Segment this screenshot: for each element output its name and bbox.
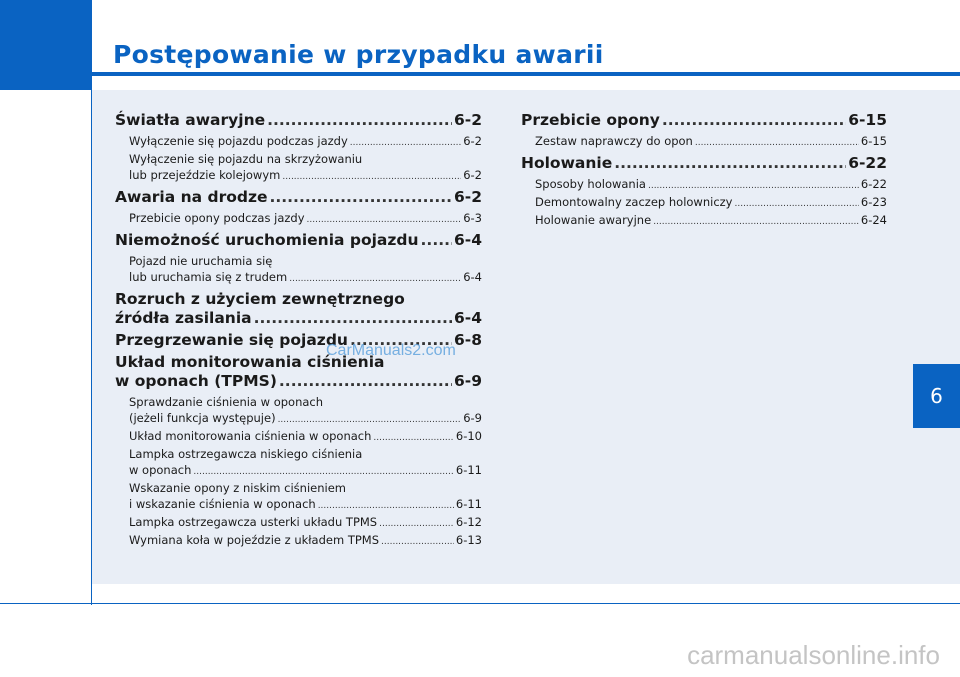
toc-subentry[interactable]: Lampka ostrzegawcza usterki układu TPMS ..... 6-12 bbox=[115, 514, 482, 532]
toc-entry-line: Układ monitorowania ciśnienia bbox=[115, 353, 385, 371]
toc-subentry[interactable]: w oponach ..... 6-11 bbox=[115, 462, 482, 480]
page-number: 6-22 bbox=[848, 154, 887, 172]
toc-subentry[interactable]: Układ monitorowania ciśnienia w oponach ..... 6-10 bbox=[115, 428, 482, 446]
toc-subentry[interactable]: Przebicie opony podczas jazdy ..... 6-3 bbox=[115, 210, 482, 228]
page-number: 6-8 bbox=[453, 331, 482, 349]
page-number: 6-2 bbox=[463, 134, 482, 148]
page-number: 6-15 bbox=[848, 111, 887, 129]
toc-left-column bbox=[115, 108, 482, 550]
page-number: 6-9 bbox=[453, 372, 482, 390]
page-number: 6-11 bbox=[455, 497, 482, 511]
page-number: 6-4 bbox=[453, 309, 482, 327]
toc-subentry[interactable]: Wymiana koła w pojeździe z układem TPMS ..... 6-13 bbox=[115, 532, 482, 550]
page-number: 6-2 bbox=[463, 168, 482, 182]
toc-subentry[interactable]: Holowanie awaryjne ..... 6-24 bbox=[521, 212, 887, 230]
page-number: 6-4 bbox=[453, 231, 482, 249]
page-number: 6-24 bbox=[860, 213, 887, 227]
toc-subentry-line: Wyłączenie się pojazdu na skrzyżowaniu bbox=[129, 152, 363, 166]
page-title: Postępowanie w przypadku awarii bbox=[113, 40, 604, 69]
toc-subentry[interactable]: i wskazanie ciśnienia w oponach ..... 6-11 bbox=[115, 496, 482, 514]
toc-entry[interactable]: w oponach (TPMS) ..... 6-9 bbox=[115, 372, 482, 391]
toc-entry[interactable]: Holowanie ..... 6-22 bbox=[521, 154, 887, 173]
toc-entry[interactable]: Światła awaryjne ..... 6-2 bbox=[115, 111, 482, 130]
page-number: 6-9 bbox=[463, 411, 482, 425]
toc-entry[interactable]: Niemożność uruchomienia pojazdu ..... 6-4 bbox=[115, 231, 482, 250]
toc-entry-line: Rozruch z użyciem zewnętrznego bbox=[115, 290, 405, 308]
toc-subentry-line: Pojazd nie uruchamia się bbox=[129, 254, 273, 268]
toc-right-column bbox=[521, 108, 887, 230]
toc-subentry[interactable]: Demontowalny zaczep holowniczy ..... 6-23 bbox=[521, 194, 887, 212]
toc-subentry-line: Wskazanie opony z niskim ciśnieniem bbox=[129, 481, 346, 495]
toc-subentry[interactable]: Wyłączenie się pojazdu podczas jazdy ..... 6-2 bbox=[115, 133, 482, 151]
toc-entry[interactable]: Przegrzewanie się pojazdu ..... 6-8 bbox=[115, 331, 482, 350]
watermark-text: CarManuals2.com bbox=[326, 342, 456, 359]
toc-subentry[interactable]: lub przejeździe kolejowym ..... 6-2 bbox=[115, 167, 482, 185]
corner-color-block bbox=[0, 0, 92, 90]
title-underline bbox=[92, 72, 960, 76]
page-number: 6-15 bbox=[860, 134, 887, 148]
toc-subentry[interactable]: Sposoby holowania ..... 6-22 bbox=[521, 176, 887, 194]
bottom-rule bbox=[0, 603, 960, 604]
page-number: 6-2 bbox=[453, 111, 482, 129]
toc-entry[interactable]: źródła zasilania ..... 6-4 bbox=[115, 309, 482, 328]
page-number: 6-11 bbox=[455, 463, 482, 477]
page-number: 6-22 bbox=[860, 177, 887, 191]
page-number: 6-3 bbox=[463, 211, 482, 225]
toc-subentry[interactable]: Zestaw naprawczy do opon ..... 6-15 bbox=[521, 133, 887, 151]
toc-subentry[interactable]: lub uruchamia się z trudem ..... 6-4 bbox=[115, 269, 482, 287]
page-number: 6-2 bbox=[453, 188, 482, 206]
page-number: 6-10 bbox=[455, 429, 482, 443]
toc-subentry[interactable]: (jeżeli funkcja występuje) ..... 6-9 bbox=[115, 410, 482, 428]
toc-entry[interactable]: Przebicie opony ..... 6-15 bbox=[521, 111, 887, 130]
page-number: 6-4 bbox=[463, 270, 482, 284]
chapter-tab[interactable]: 6 bbox=[913, 364, 960, 428]
toc-subentry-line: Sprawdzanie ciśnienia w oponach bbox=[129, 395, 324, 409]
footer-watermark: carmanualsonline.info bbox=[687, 640, 940, 670]
page-number: 6-12 bbox=[455, 515, 482, 529]
page-number: 6-23 bbox=[860, 195, 887, 209]
toc-entry[interactable]: Awaria na drodze ..... 6-2 bbox=[115, 188, 482, 207]
page-number: 6-13 bbox=[455, 533, 482, 547]
toc-subentry-line: Lampka ostrzegawcza niskiego ciśnienia bbox=[129, 447, 363, 461]
